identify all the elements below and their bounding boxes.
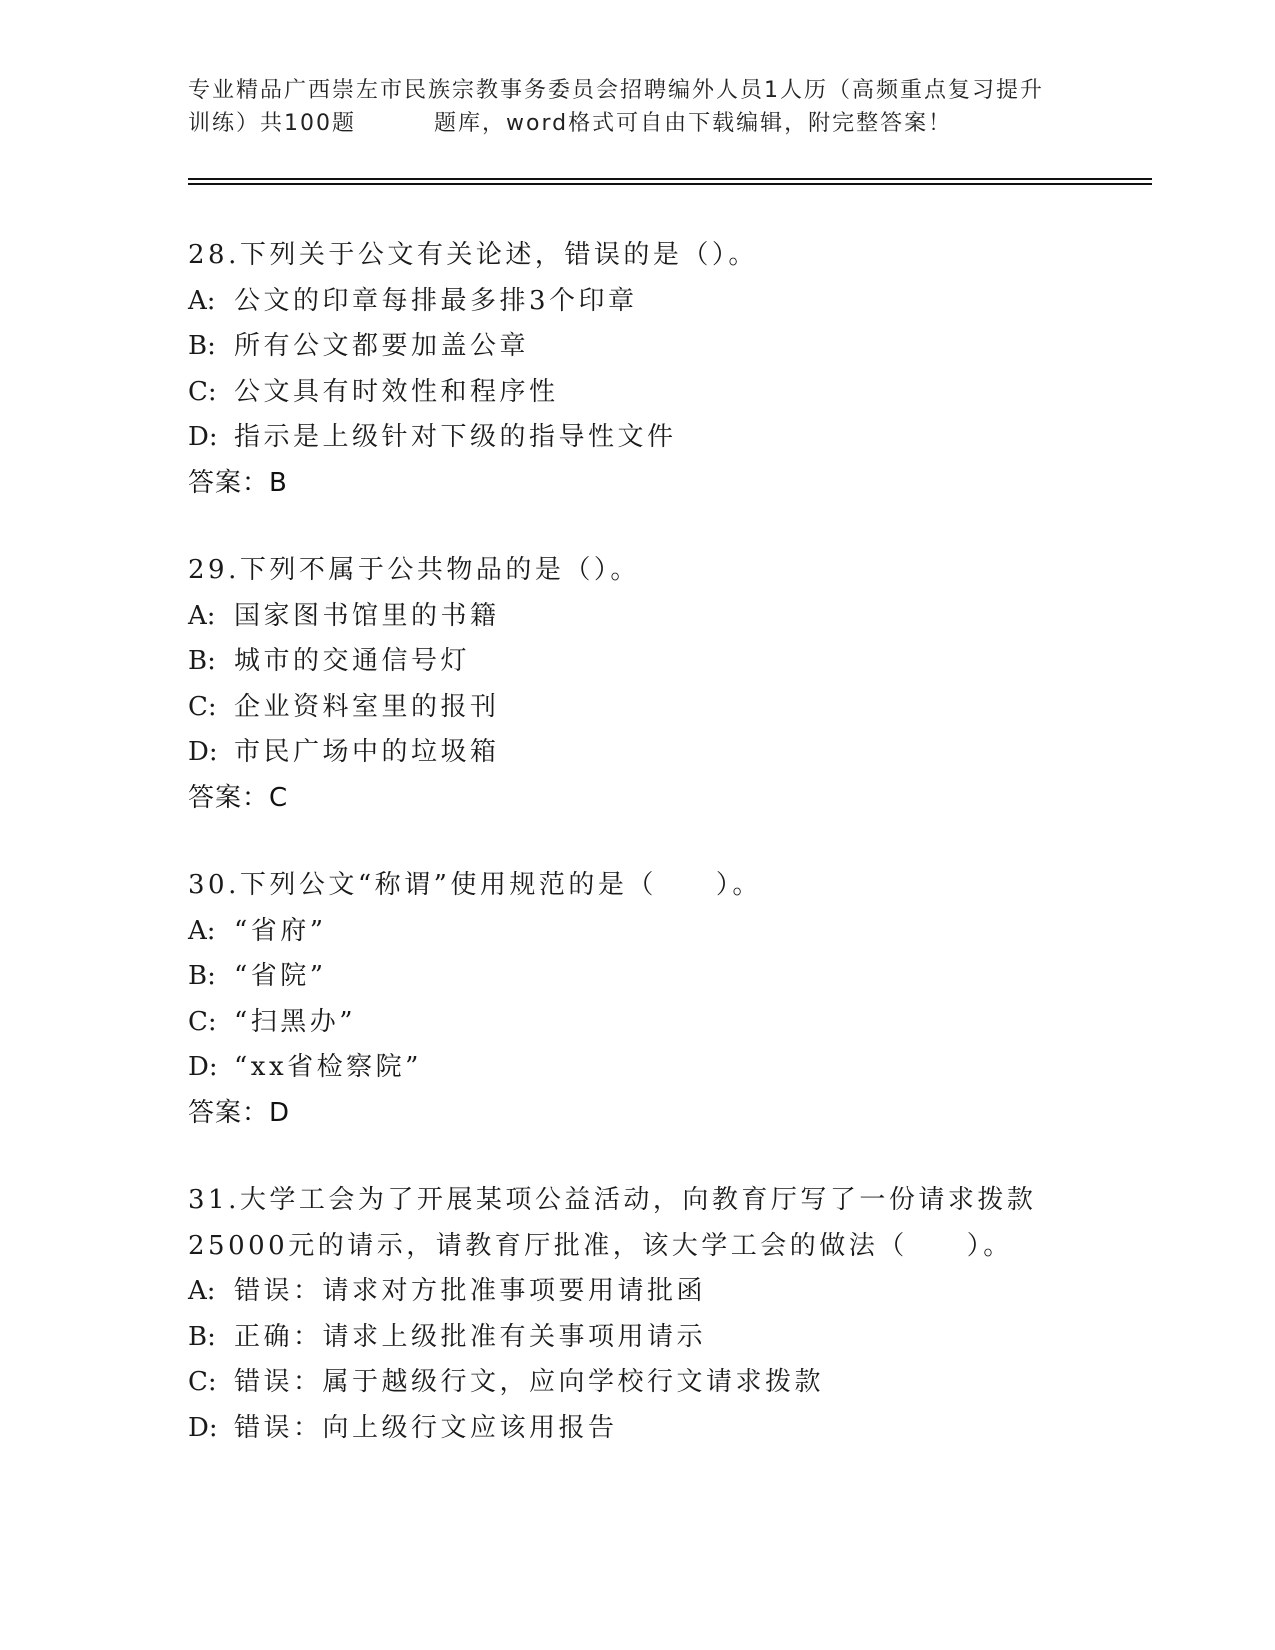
header-title-line-2 (188, 107, 1088, 140)
option-text: 所有公文都要加盖公章 (234, 331, 530, 361)
option-b (188, 639, 1168, 685)
option-b (188, 1315, 1168, 1361)
option-d (188, 1406, 1168, 1452)
option-text: 国家图书馆里的书籍 (234, 600, 500, 631)
question-list (188, 233, 1168, 1493)
answer: 答案：B (188, 467, 288, 498)
option-c (188, 1360, 1168, 1406)
option-text: “省府” (234, 915, 327, 946)
question-stem: 30.下列公文“称谓”使用规范的是（ ）。 (188, 870, 762, 900)
option-text: “xx省检察院” (234, 1052, 422, 1082)
option-key: D: (188, 422, 218, 452)
option-a (188, 594, 1168, 640)
header-divider-top (188, 178, 1152, 180)
option-text: 城市的交通信号灯 (234, 646, 471, 676)
answer: 答案：C (188, 782, 289, 813)
question-stem-line-2: 25000元的请示，请教育厅批准，该大学工会的做法（ ）。 (188, 1230, 1013, 1261)
question-stem-line-1: 31.大学工会为了开展某项公益活动，向教育厅写了一份请求拨款 (188, 1185, 1037, 1215)
option-text: 错误：请求对方批准事项要用请批函 (234, 1276, 707, 1306)
option-key: A: (188, 600, 216, 631)
document-header (188, 74, 1088, 140)
header-title-line-2-part-1: 训练）共100题 (188, 111, 356, 136)
option-d (188, 1045, 1168, 1091)
answer: 答案：D (188, 1097, 291, 1128)
option-a (188, 909, 1168, 955)
header-title-line-1: 专业精品广西崇左市民族宗教事务委员会招聘编外人员1人历（高频重点复习提升 (188, 78, 1044, 103)
option-key: C: (188, 1367, 217, 1397)
option-a (188, 279, 1168, 325)
option-d (188, 730, 1168, 776)
header-title-line-2-part-2: 题库，word格式可自由下载编辑，附完整答案！ (434, 111, 953, 136)
option-d (188, 415, 1168, 461)
question-30 (188, 863, 1168, 1136)
option-key: B: (188, 331, 216, 361)
option-key: B: (188, 1321, 216, 1352)
option-text: “省院” (234, 961, 327, 991)
option-text: 指示是上级针对下级的指导性文件 (234, 422, 677, 452)
option-key: D: (188, 1412, 218, 1443)
header-divider-bottom (188, 183, 1152, 185)
option-c (188, 685, 1168, 731)
option-text: 企业资料室里的报刊 (234, 691, 500, 722)
option-key: D: (188, 1052, 218, 1082)
question-stem: 29.下列不属于公共物品的是（）。 (188, 555, 640, 585)
option-key: A: (188, 285, 216, 316)
option-key: A: (188, 915, 216, 946)
question-31 (188, 1178, 1168, 1451)
option-key: C: (188, 376, 217, 407)
option-key: D: (188, 737, 218, 767)
option-text: 正确：请求上级批准有关事项用请示 (234, 1321, 707, 1352)
option-b (188, 954, 1168, 1000)
question-stem: 28.下列关于公文有关论述，错误的是（）。 (188, 240, 758, 270)
option-c (188, 1000, 1168, 1046)
option-a (188, 1269, 1168, 1315)
option-text: 公文具有时效性和程序性 (234, 376, 559, 407)
option-text: 错误：属于越级行文，应向学校行文请求拨款 (234, 1367, 825, 1397)
option-c (188, 370, 1168, 416)
option-key: B: (188, 646, 216, 676)
option-key: C: (188, 1006, 217, 1037)
option-text: 公文的印章每排最多排3个印章 (234, 285, 638, 316)
option-key: A: (188, 1276, 216, 1306)
question-28 (188, 233, 1168, 506)
question-29 (188, 548, 1168, 821)
option-text: 错误：向上级行文应该用报告 (234, 1412, 618, 1443)
option-key: C: (188, 691, 217, 722)
option-b (188, 324, 1168, 370)
option-text: 市民广场中的垃圾箱 (234, 737, 500, 767)
option-text: “扫黑办” (234, 1006, 357, 1037)
option-key: B: (188, 961, 216, 991)
